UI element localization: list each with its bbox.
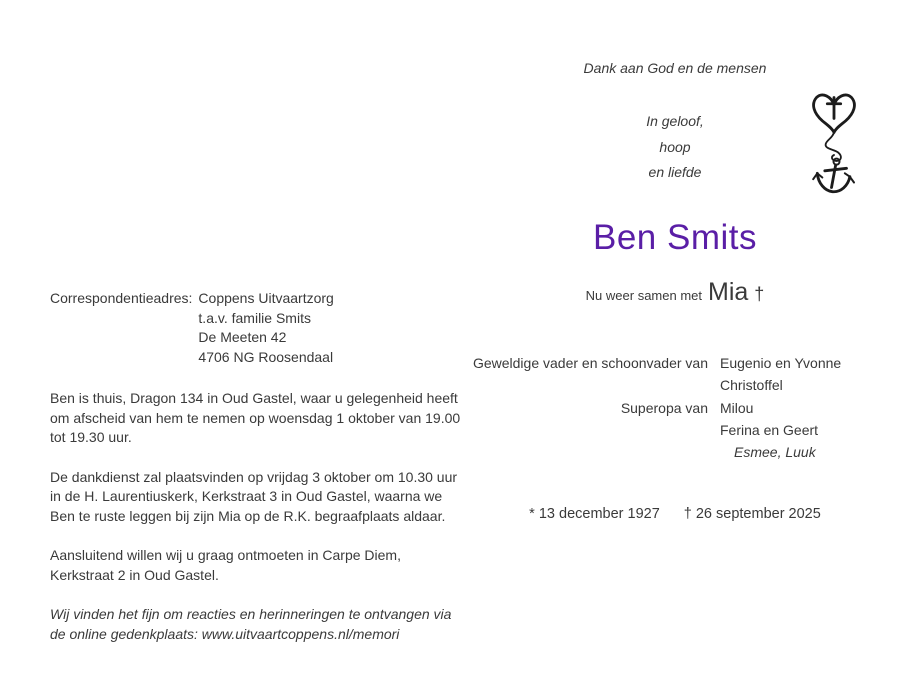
address-line: De Meeten 42 xyxy=(198,329,287,345)
correspondence-address xyxy=(50,289,468,367)
reunion-line xyxy=(475,278,875,307)
family-member-grandchildren: Esmee, Luuk xyxy=(734,444,816,461)
motto-line: en liefde xyxy=(648,164,702,180)
dedication-text: Dank aan God en de mensen xyxy=(583,60,767,76)
family-relation-label: Geweldige vader en schoonvader van xyxy=(472,355,708,371)
motto-line: hoop xyxy=(659,138,691,155)
death-date: † 26 september 2025 xyxy=(683,506,821,522)
online-memorial-note: Wij vinden het fijn om reacties en herinneringen te ontvangen via de online gedenkplaats: www.uitvaartcoppens.nl/memori xyxy=(50,606,452,642)
heart-cross-anchor-icon xyxy=(808,90,860,200)
birth-date: * 13 december 1927 xyxy=(529,506,660,522)
family-relation-label xyxy=(458,441,708,463)
deceased-name: Ben Smits xyxy=(593,218,757,257)
family-member: Ferina en Geert xyxy=(720,421,819,438)
address-line: 4706 NG Roosendaal xyxy=(198,348,334,365)
family-member: Milou xyxy=(720,399,754,416)
address-line: Coppens Uitvaartzorg xyxy=(198,290,334,306)
motto-line: In geloof, xyxy=(646,113,704,129)
family-relation-label xyxy=(458,419,708,441)
address-line: t.a.v. familie Smits xyxy=(198,309,311,326)
reunion-prefix: Nu weer samen met xyxy=(585,288,702,303)
address-label: Correspondentieadres: xyxy=(50,290,193,306)
address-lines xyxy=(198,289,333,367)
left-panel xyxy=(50,289,468,664)
family-member: Christoffel xyxy=(720,377,783,394)
life-dates xyxy=(475,506,875,522)
family-member: Eugenio en Yvonne xyxy=(720,355,842,371)
reception-paragraph: Aansluitend willen wij u graag ontmoeten in Carpe Diem, Kerkstraat 2 in Oud Gastel. xyxy=(50,547,401,583)
family-block xyxy=(458,352,841,463)
visitation-paragraph: Ben is thuis, Dragon 134 in Oud Gastel, waar u gelegenheid heeft om afscheid van hem te nemen op woensdag 1 oktober van 19.00 tot 19.30 uur. xyxy=(50,390,461,445)
dagger-symbol: † xyxy=(754,284,765,304)
service-paragraph: De dankdienst zal plaatsvinden op vrijdag 3 oktober om 10.30 uur in de H. Laurentiuskerk, Kerkstraat 3 in Oud Gastel, waarna we Ben te ruste leggen bij zijn Mia op de R.K. begraafplaats aldaar. xyxy=(50,468,458,524)
reunion-name: Mia xyxy=(708,278,749,306)
family-relation-label xyxy=(458,374,708,396)
family-relation-label: Superopa van xyxy=(620,399,708,416)
